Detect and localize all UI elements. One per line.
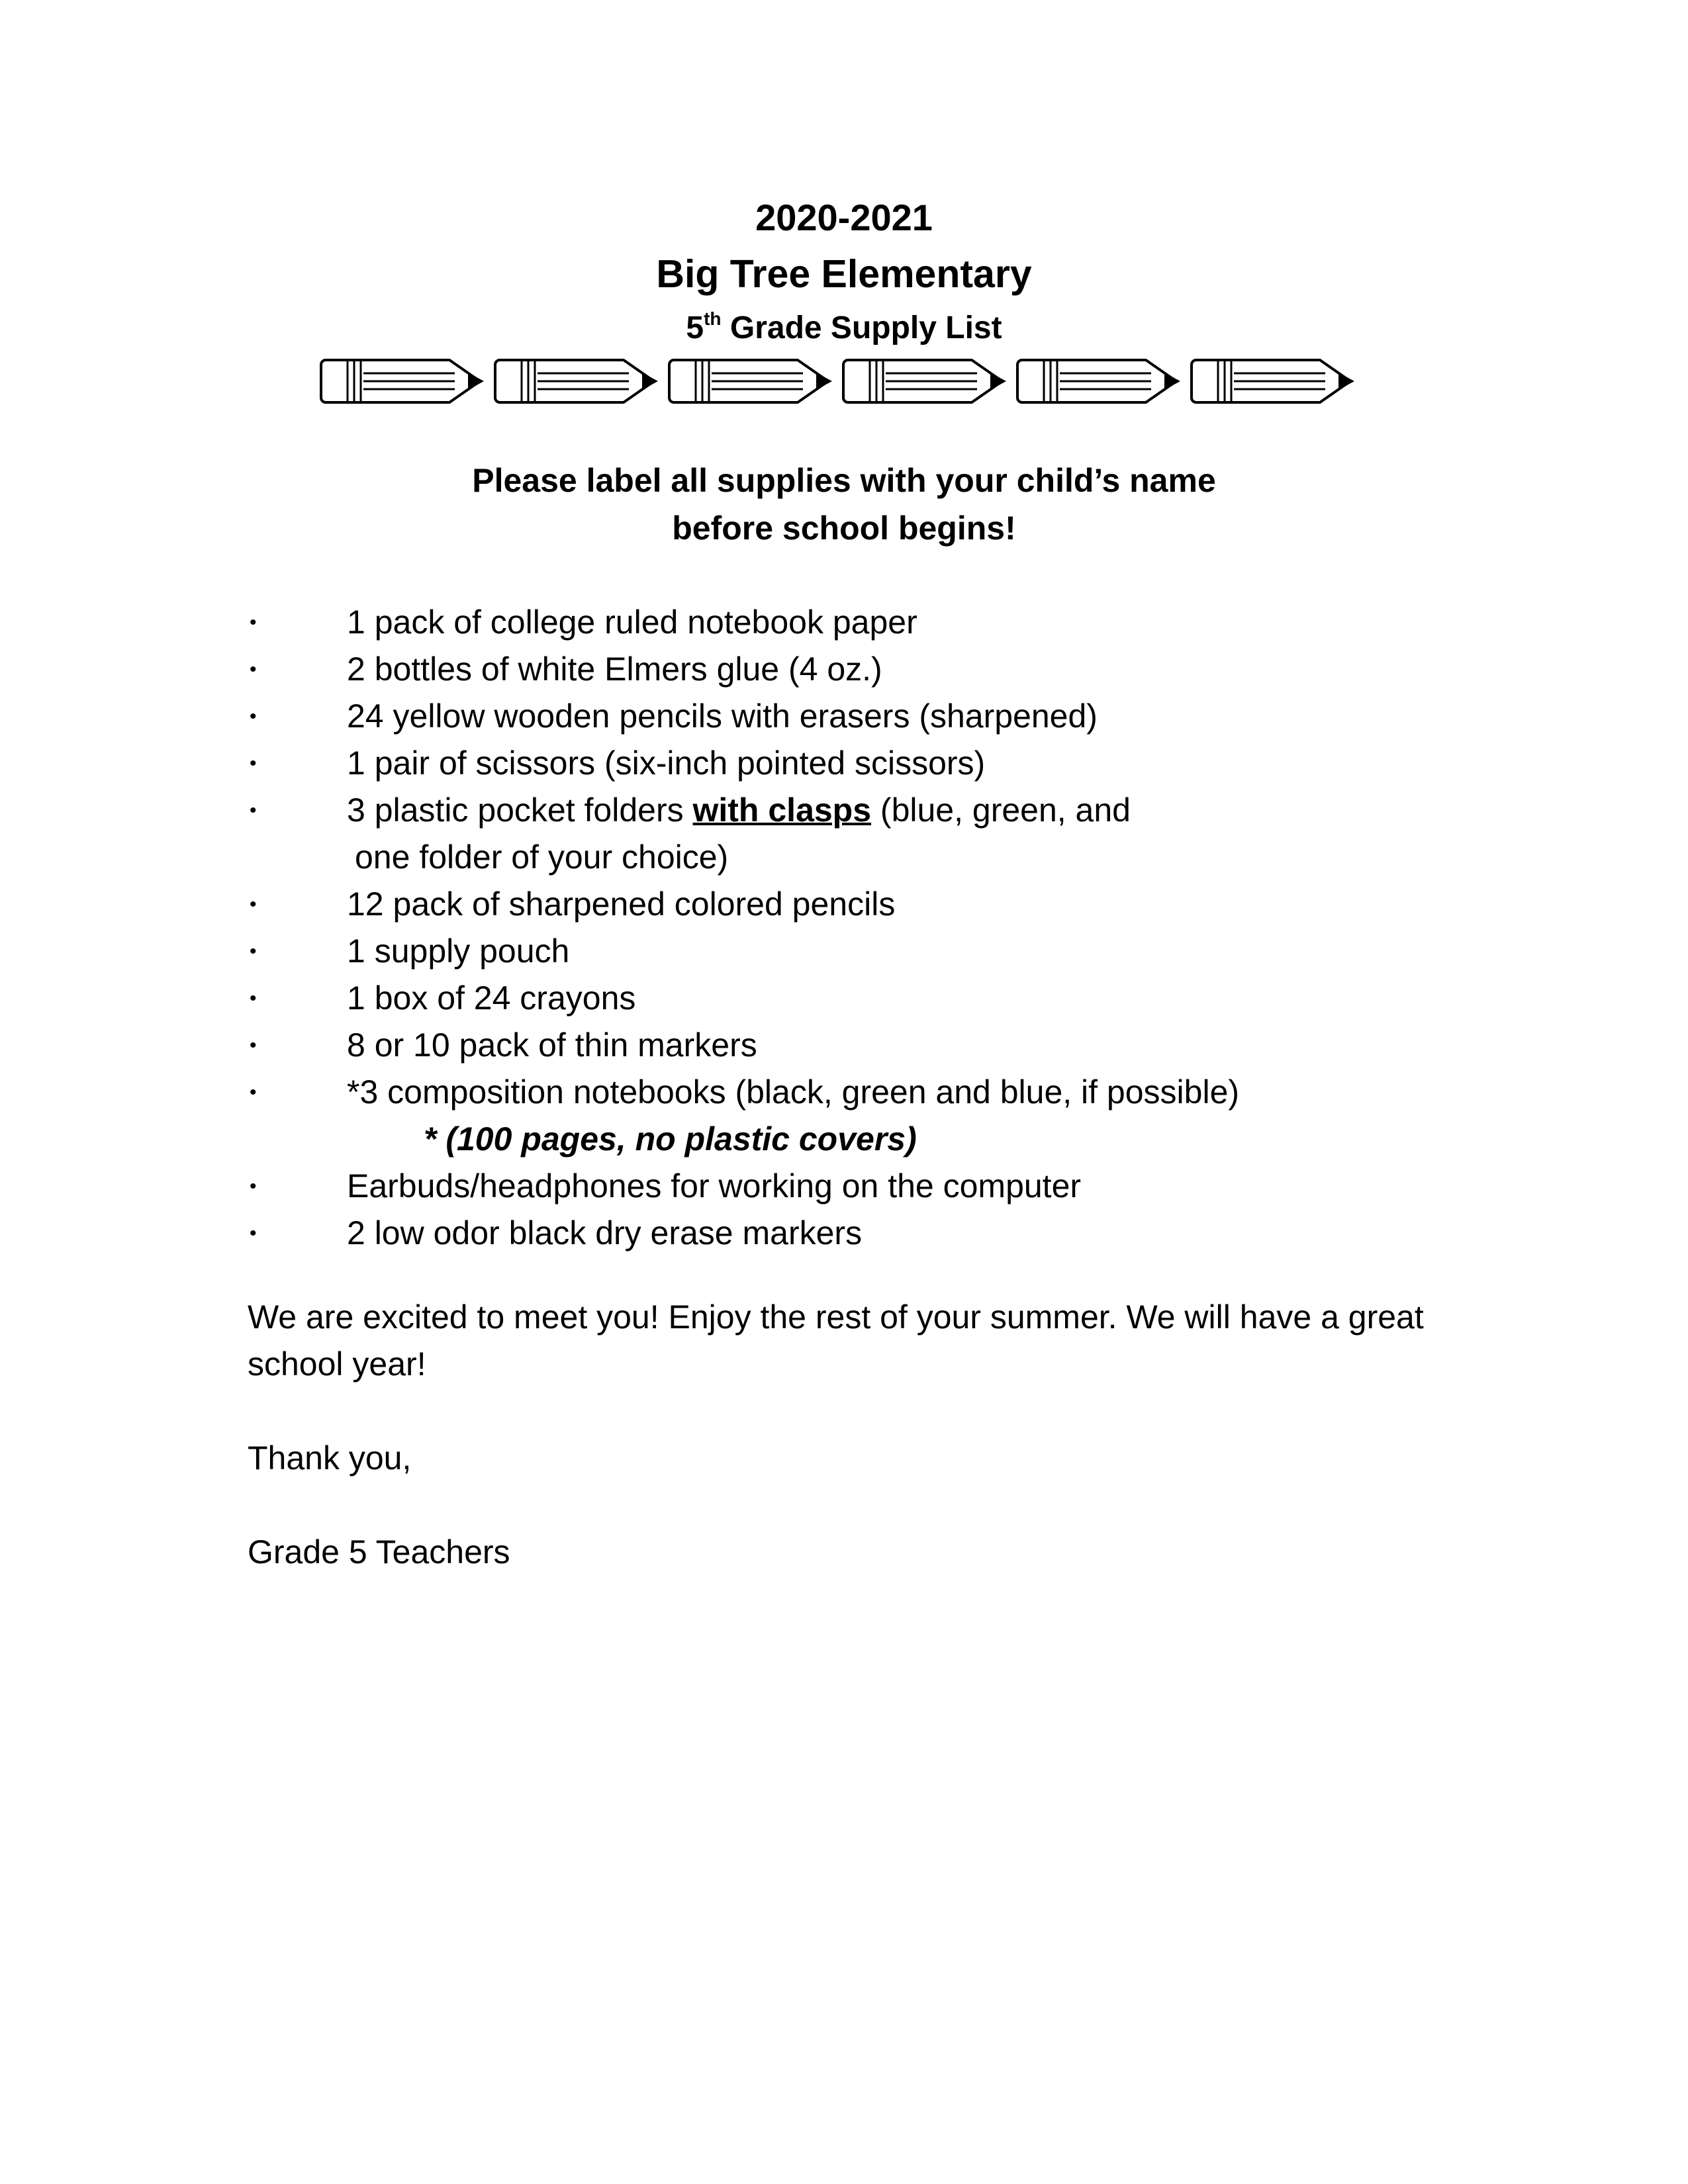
list-item-text: one folder of your choice) [355,839,729,876]
list-item-text: *3 composition notebooks (black, green and blue, if possible) [347,1073,1240,1111]
pencil-icon [1017,360,1180,402]
list-item [0,693,1688,740]
list-item-text: 12 pack of sharpened colored pencils [347,886,896,923]
list-item-text: 8 or 10 pack of thin markers [347,1026,757,1064]
bullet: • [250,987,257,1009]
supply-list-label: Grade Supply List [721,310,1002,345]
bullet: • [250,1175,257,1197]
list-item [0,1022,1688,1069]
pencil-border-decoration [320,356,1364,409]
list-item-text: 1 supply pouch [347,933,570,970]
list-item [0,1210,1688,1257]
supply-list-title [0,310,1688,346]
signature: Grade 5 Teachers [248,1533,510,1570]
bullet: • [250,659,257,680]
pencil-icon [321,360,484,402]
bullet: • [250,940,257,962]
list-item [0,975,1688,1022]
year-heading: 2020-2021 [755,197,933,238]
bullet: • [250,1034,257,1056]
list-item-text: 1 box of 24 crayons [347,979,636,1017]
folder-item-start: 3 plastic pocket folders [347,792,693,829]
list-item [0,787,1688,834]
grade-number: 5 [686,310,704,345]
label-notice-line2: before school begins! [672,510,1016,547]
folder-item-end: (blue, green, and [871,792,1131,829]
list-item [0,740,1688,787]
list-item-text: 2 bottles of white Elmers glue (4 oz.) [347,651,882,688]
supply-list [0,599,1688,1257]
list-item-text [347,787,1131,834]
bullet: • [250,752,257,774]
bullet: • [250,612,257,633]
pencil-icon [495,360,658,402]
list-item-text: 1 pack of college ruled notebook paper [347,604,917,641]
list-item-text: 2 low odor black dry erase markers [347,1214,863,1251]
bullet: • [250,1222,257,1244]
bullet: • [250,799,257,821]
pencil-icon [843,360,1006,402]
bullet: • [250,705,257,727]
label-notice-line1: Please label all supplies with your child’s name [472,462,1216,499]
thank-you: Thank you, [248,1439,412,1477]
list-item-continuation [0,834,1688,881]
bullet: • [250,1081,257,1103]
list-item-text: 1 pair of scissors (six-inch pointed scissors) [347,745,986,782]
composition-note-text: * (100 pages, no plastic covers) [424,1120,917,1158]
pencil-icon [669,360,832,402]
grade-ordinal: th [704,308,722,329]
list-item [0,1163,1688,1210]
list-item [0,599,1688,646]
list-item-text: 24 yellow wooden pencils with erasers (sharpened) [347,698,1098,735]
closing-paragraph: We are excited to meet you! Enjoy the rest of your summer. We will have a great school year! [248,1298,1424,1383]
list-item [0,1069,1688,1116]
list-item [0,646,1688,693]
with-clasps-emphasis: with clasps [692,792,872,829]
school-name: Big Tree Elementary [656,252,1032,296]
list-item [0,881,1688,928]
pencil-icon [1192,360,1354,402]
label-notice [0,457,1688,552]
list-item [0,928,1688,975]
composition-note [0,1116,1688,1163]
bullet: • [250,893,257,915]
list-item-text: Earbuds/headphones for working on the computer [347,1167,1082,1205]
